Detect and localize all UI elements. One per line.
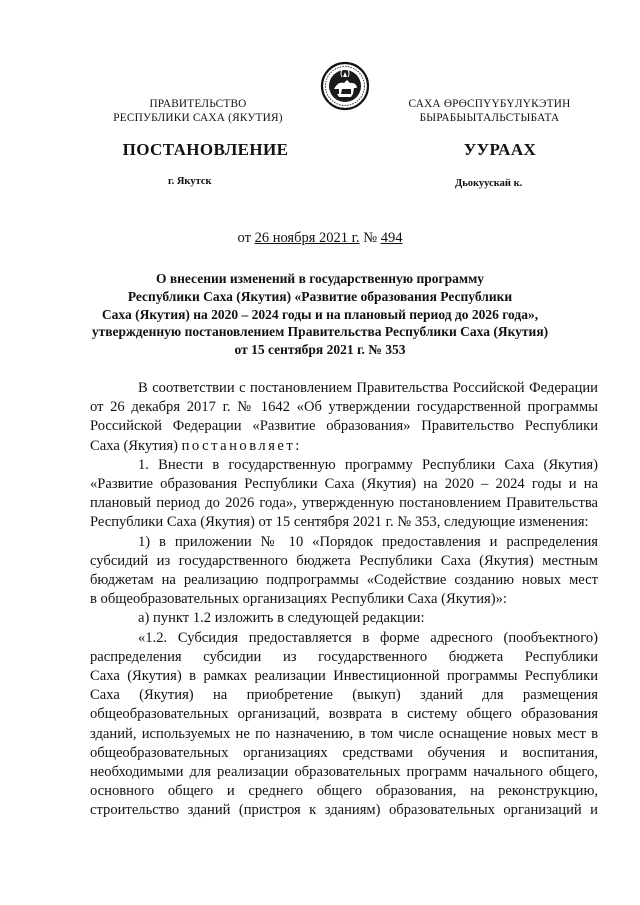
body-line: Саха (Якутия) в рамках реализации Инвестиционной программы Республики xyxy=(90,668,598,685)
body-line: общеобразовательных организациях средствами обучения и воспитания, xyxy=(90,744,598,761)
sakha-emblem-icon xyxy=(320,61,370,111)
body-line: от 26 декабря 2017 г. № 1642 «Об утверждении государственной программы xyxy=(90,399,598,416)
body-line: общеобразовательных организаций, возврата в систему общего образования xyxy=(90,706,598,723)
government-sakha-line-2: БЫРАБЫЫТАЛЬСТЫБАТА xyxy=(419,112,560,124)
decree-title xyxy=(90,270,550,359)
number-label: № xyxy=(359,230,381,246)
body-line: необходимыми для реализации образовательных программ начального общего, xyxy=(90,764,598,781)
government-name-sakha xyxy=(392,97,587,125)
title-line: Саха (Якутия) на 2020 – 2024 годы и на плановый период до 2026 года», xyxy=(101,306,539,322)
government-sakha-line-1: САХА ӨРӨСПҮҮБҮЛҮКЭТИН xyxy=(408,98,571,110)
title-line: от 15 сентября 2021 г. № 353 xyxy=(234,342,406,358)
body-line: 1. Внести в государственную программу Республики Саха (Якутия) xyxy=(138,456,598,473)
government-line-1: ПРАВИТЕЛЬСТВО xyxy=(149,98,247,110)
resolves-word: постановляет: xyxy=(181,437,302,454)
body-line: строительство зданий (пристроя к зданиям) образовательных организаций и xyxy=(90,802,598,819)
doc-type-russian: ПОСТАНОВЛЕНИЕ xyxy=(122,140,289,159)
body-line: В соответствии с постановлением Правительства Российской Федерации xyxy=(138,380,598,396)
city-russian: г. Якутск xyxy=(168,176,212,187)
body-line: «Развитие образования Республики Саха (Якутия) на 2020 – 2024 годы и на xyxy=(90,476,598,493)
decree-date-line xyxy=(0,230,640,247)
decree-date: 26 ноября 2021 г. xyxy=(254,230,360,246)
body-line: плановый период до 2026 года», утвержденную постановлением Правительства xyxy=(90,495,598,512)
title-line: О внесении изменений в государственную программу xyxy=(155,271,485,286)
date-prefix: от xyxy=(237,230,255,246)
government-name-ru xyxy=(108,97,288,125)
body-line: распределения субсидии из государственного бюджета Республики xyxy=(90,648,598,665)
body-line: Республики Саха (Якутия) от 15 сентября 2021 г. № 353, следующие изменения: xyxy=(90,514,589,531)
body-line: основного общего и среднего общего образования, на реконструкцию, xyxy=(90,783,598,800)
title-line: Республики Саха (Якутия) «Развитие образования Республики xyxy=(127,288,513,304)
body-line: Российской Федерации «Развитие образования» Правительство Республики xyxy=(90,418,598,435)
decree-number: 494 xyxy=(380,230,403,246)
title-line: утвержденную постановлением Правительства Республики Саха (Якутия) xyxy=(91,324,549,340)
government-line-2: РЕСПУБЛИКИ САХА (ЯКУТИЯ) xyxy=(113,112,283,124)
body-line xyxy=(90,437,598,456)
city-sakha: Дьокуускай к. xyxy=(455,178,523,189)
body-line: бюджетам на реализацию подпрограммы «Содействие созданию новых мест xyxy=(90,572,598,589)
doc-type-sakha: УУРААХ xyxy=(463,140,537,159)
decree-body xyxy=(90,379,598,821)
body-line: субсидий из государственного бюджета Республики Саха (Якутия) местным xyxy=(90,552,598,569)
body-line: Саха (Якутия) на приобретение (выкуп) зданий для размещения xyxy=(90,687,598,704)
body-line: «1.2. Субсидия предоставляется в форме адресного (пообъектного) xyxy=(138,629,598,646)
intro-last-text: Саха (Якутия) xyxy=(90,437,182,454)
body-line: а) пункт 1.2 изложить в следующей редакции: xyxy=(138,610,425,627)
body-line: 1) в приложении № 10 «Порядок предоставления и распределения xyxy=(138,533,598,550)
body-line: в общеобразовательных организациях Республики Саха (Якутия)»: xyxy=(90,591,507,608)
body-line: зданий, используемых не по назначению, в том числе оснащение новых мест в xyxy=(90,725,598,742)
